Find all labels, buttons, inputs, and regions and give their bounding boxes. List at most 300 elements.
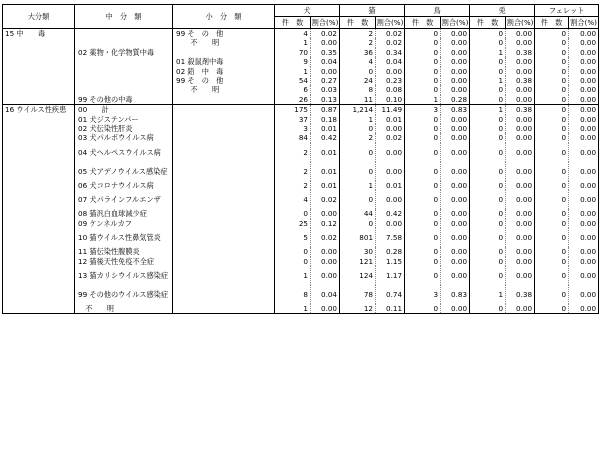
cell-pct: 0.83: [441, 105, 470, 115]
cell-count: 0: [275, 247, 311, 256]
table-header: [3, 5, 599, 29]
subheader-pct: 割合(%): [506, 17, 534, 27]
cell-sho: 99 そ の 他: [173, 29, 275, 39]
cell-dai: [3, 143, 75, 162]
cell-count: 0: [535, 29, 569, 39]
cell-dai: 15 中 毒: [3, 29, 75, 39]
cell-chu: 10 猫ウイルス性鼻気管炎: [75, 228, 173, 247]
cell-pct: 0.00: [506, 57, 535, 66]
cell-pct: 0.01: [311, 181, 340, 190]
cell-sho: [173, 124, 275, 133]
cell-count: 2: [275, 143, 311, 162]
cell-pct: 0.01: [311, 162, 340, 181]
cell-count: 0: [470, 181, 506, 190]
cell-pct: 0.02: [311, 190, 340, 209]
cell-chu: 02 犬伝染性肝炎: [75, 124, 173, 133]
cell-pct: 0.00: [569, 228, 599, 247]
cell-count: 9: [275, 57, 311, 66]
cell-pct: 0.00: [569, 29, 599, 39]
cell-count: 0: [535, 209, 569, 218]
cell-pct: 1.15: [376, 257, 405, 266]
cell-pct: 0.00: [311, 38, 340, 47]
cell-pct: 0.00: [506, 219, 535, 228]
cell-count: 0: [470, 219, 506, 228]
cell-count: 0: [535, 285, 569, 304]
table-row: [3, 257, 599, 266]
cell-pct: 0.00: [506, 162, 535, 181]
cell-count: 0: [470, 209, 506, 218]
table-row: [3, 285, 599, 304]
cell-pct: 0.00: [441, 228, 470, 247]
cell-pct: 0.00: [569, 38, 599, 47]
cell-sho: [173, 48, 275, 57]
cell-count: 0: [405, 266, 441, 285]
cell-dai: [3, 247, 75, 256]
table-row: [3, 304, 599, 314]
cell-pct: 0.00: [441, 162, 470, 181]
cell-pct: 0.38: [506, 48, 535, 57]
subheader-count: 件 数: [275, 17, 311, 29]
cell-pct: 1.17: [376, 266, 405, 285]
cell-count: 0: [470, 29, 506, 39]
cell-count: 3: [275, 124, 311, 133]
header-dai: 大分類: [3, 5, 75, 29]
table-row: [3, 266, 599, 285]
table-row: [3, 209, 599, 218]
cell-dai: [3, 285, 75, 304]
subheader-pct: 割合(%): [441, 17, 469, 27]
cell-pct: 0.00: [506, 143, 535, 162]
cell-chu: 99 その他のウイルス感染症: [75, 285, 173, 304]
cell-count: 0: [340, 190, 376, 209]
cell-count: 0: [470, 133, 506, 142]
cell-count: 0: [405, 115, 441, 124]
cell-dai: [3, 209, 75, 218]
cell-pct: 0.04: [311, 57, 340, 66]
cell-pct: 0.00: [506, 29, 535, 39]
table-body: [3, 29, 599, 314]
disease-statistics-table: [2, 4, 599, 314]
cell-count: 0: [340, 162, 376, 181]
cell-count: 0: [470, 95, 506, 105]
cell-pct: 0.00: [441, 115, 470, 124]
cell-count: 0: [535, 190, 569, 209]
cell-count: 0: [535, 124, 569, 133]
cell-pct: 0.00: [376, 162, 405, 181]
cell-count: 801: [340, 228, 376, 247]
cell-count: 0: [405, 181, 441, 190]
cell-pct: 0.00: [311, 304, 340, 314]
cell-count: 4: [275, 190, 311, 209]
cell-pct: 0.00: [506, 247, 535, 256]
cell-pct: 0.00: [569, 76, 599, 85]
header-group-bird: 鳥: [405, 5, 470, 17]
cell-pct: 0.00: [311, 266, 340, 285]
cell-count: 0: [535, 304, 569, 314]
cell-dai: [3, 38, 75, 47]
cell-pct: 0.13: [311, 95, 340, 105]
cell-pct: 0.18: [311, 115, 340, 124]
cell-sho: 不 明: [173, 38, 275, 47]
cell-chu: 05 犬アデノウイルス感染症: [75, 162, 173, 181]
cell-pct: 0.00: [569, 57, 599, 66]
cell-count: 0: [405, 219, 441, 228]
cell-count: 0: [535, 38, 569, 47]
cell-count: 54: [275, 76, 311, 85]
cell-pct: 0.42: [311, 133, 340, 142]
subheader-pct: 割合(%): [570, 17, 597, 27]
cell-pct: 0.00: [506, 67, 535, 76]
cell-pct: 0.00: [311, 247, 340, 256]
cell-sho: [173, 181, 275, 190]
cell-count: 1,214: [340, 105, 376, 115]
cell-dai: [3, 48, 75, 57]
cell-count: 1: [470, 48, 506, 57]
cell-count: 0: [275, 209, 311, 218]
cell-pct: 0.04: [311, 285, 340, 304]
cell-pct: 0.34: [376, 48, 405, 57]
cell-pct: 0.00: [506, 304, 535, 314]
cell-count: 0: [535, 266, 569, 285]
cell-pct: 0.02: [311, 228, 340, 247]
cell-pct: 0.00: [506, 124, 535, 133]
cell-count: 0: [535, 219, 569, 228]
cell-count: 0: [535, 181, 569, 190]
cell-pct: 0.00: [569, 181, 599, 190]
table-row: [3, 228, 599, 247]
cell-pct: 0.11: [376, 304, 405, 314]
cell-sho: 02 鉛 中 毒: [173, 67, 275, 76]
cell-count: 0: [535, 143, 569, 162]
cell-pct: 0.10: [376, 95, 405, 105]
cell-sho: [173, 133, 275, 142]
cell-pct: 0.01: [376, 181, 405, 190]
cell-dai: [3, 228, 75, 247]
cell-sho: 01 殺鼠剤中毒: [173, 57, 275, 66]
cell-count: 0: [470, 143, 506, 162]
cell-pct: 0.00: [569, 219, 599, 228]
table-row: [3, 190, 599, 209]
table-row: [3, 67, 599, 76]
cell-count: 4: [340, 57, 376, 66]
cell-pct: 0.38: [506, 76, 535, 85]
table-row: [3, 76, 599, 85]
cell-chu: 99 その他の中毒: [75, 95, 173, 105]
cell-count: 0: [405, 29, 441, 39]
cell-pct: 0.00: [506, 181, 535, 190]
header-group-cat: 猫: [340, 5, 405, 17]
cell-count: 0: [470, 124, 506, 133]
cell-dai: [3, 181, 75, 190]
cell-count: 0: [470, 304, 506, 314]
cell-pct: 0.35: [311, 48, 340, 57]
header-group-rabbit: 兎: [470, 5, 535, 17]
cell-count: 2: [275, 162, 311, 181]
cell-dai: [3, 304, 75, 314]
cell-count: 30: [340, 247, 376, 256]
cell-pct: 0.00: [569, 266, 599, 285]
cell-pct: 0.00: [569, 247, 599, 256]
cell-sho: [173, 105, 275, 115]
cell-count: 0: [405, 48, 441, 57]
cell-pct: 0.00: [569, 190, 599, 209]
cell-pct: 0.00: [569, 124, 599, 133]
cell-count: 0: [340, 67, 376, 76]
cell-chu: [75, 29, 173, 39]
cell-count: 0: [535, 162, 569, 181]
cell-count: 0: [405, 38, 441, 47]
cell-dai: [3, 67, 75, 76]
cell-count: 0: [340, 124, 376, 133]
table-row: [3, 219, 599, 228]
cell-pct: 0.00: [441, 219, 470, 228]
cell-pct: 0.00: [376, 67, 405, 76]
cell-count: 1: [275, 266, 311, 285]
cell-pct: 0.01: [311, 143, 340, 162]
cell-count: 8: [340, 85, 376, 94]
table-row: [3, 115, 599, 124]
cell-count: 1: [405, 95, 441, 105]
cell-count: 0: [535, 105, 569, 115]
cell-pct: 0.28: [376, 247, 405, 256]
cell-pct: 0.00: [311, 67, 340, 76]
cell-pct: 0.00: [376, 219, 405, 228]
cell-dai: [3, 219, 75, 228]
table-row: [3, 95, 599, 105]
cell-pct: 0.01: [311, 124, 340, 133]
cell-pct: 0.23: [376, 76, 405, 85]
cell-count: 0: [275, 257, 311, 266]
cell-count: 0: [535, 67, 569, 76]
table-row: [3, 133, 599, 142]
cell-chu: 13 猫カリシウイルス感染症: [75, 266, 173, 285]
cell-dai: [3, 190, 75, 209]
cell-pct: 0.00: [441, 48, 470, 57]
cell-pct: 0.00: [569, 85, 599, 94]
cell-count: 0: [405, 124, 441, 133]
cell-count: 3: [405, 285, 441, 304]
cell-pct: 0.28: [441, 95, 470, 105]
cell-count: 0: [470, 257, 506, 266]
cell-count: 0: [470, 162, 506, 181]
cell-count: 0: [470, 57, 506, 66]
cell-pct: 0.02: [376, 133, 405, 142]
cell-pct: 0.00: [569, 95, 599, 105]
cell-count: 0: [405, 304, 441, 314]
cell-pct: 0.00: [506, 228, 535, 247]
cell-pct: 0.00: [569, 304, 599, 314]
cell-chu: 12 猫後天性免疫不全症: [75, 257, 173, 266]
cell-pct: 0.00: [569, 209, 599, 218]
cell-count: 6: [275, 85, 311, 94]
cell-pct: 0.02: [376, 29, 405, 39]
cell-pct: 0.00: [506, 133, 535, 142]
cell-chu: 08 猫汎白血球減少症: [75, 209, 173, 218]
cell-chu: [75, 76, 173, 85]
cell-count: 0: [470, 38, 506, 47]
cell-pct: 0.00: [441, 38, 470, 47]
cell-pct: 0.00: [569, 257, 599, 266]
cell-pct: 0.02: [376, 38, 405, 47]
cell-count: 2: [340, 29, 376, 39]
cell-sho: [173, 95, 275, 105]
cell-pct: 0.00: [441, 85, 470, 94]
cell-pct: 0.00: [311, 209, 340, 218]
cell-pct: 0.00: [506, 190, 535, 209]
cell-chu: [75, 38, 173, 47]
cell-count: 1: [275, 304, 311, 314]
cell-pct: 0.00: [506, 257, 535, 266]
cell-sho: [173, 209, 275, 218]
cell-sho: [173, 228, 275, 247]
subheader-count: 件 数: [340, 17, 376, 29]
cell-pct: 0.00: [311, 257, 340, 266]
cell-count: 0: [535, 85, 569, 94]
cell-chu: 04 犬ヘルペスウイルス病: [75, 143, 173, 162]
cell-count: 0: [405, 247, 441, 256]
cell-count: 1: [470, 76, 506, 85]
subheader-pct: 割合(%): [376, 17, 404, 27]
cell-count: 2: [275, 181, 311, 190]
cell-chu: 09 ケンネルカフ: [75, 219, 173, 228]
cell-count: 1: [275, 38, 311, 47]
cell-pct: 0.02: [311, 29, 340, 39]
cell-dai: [3, 57, 75, 66]
cell-count: 0: [405, 209, 441, 218]
statistics-sheet: [2, 4, 599, 314]
cell-pct: 0.00: [441, 143, 470, 162]
cell-count: 0: [470, 85, 506, 94]
table-row: [3, 181, 599, 190]
cell-dai: [3, 115, 75, 124]
cell-count: 8: [275, 285, 311, 304]
cell-count: 0: [535, 76, 569, 85]
cell-count: 124: [340, 266, 376, 285]
cell-pct: 0.00: [569, 162, 599, 181]
cell-dai: [3, 162, 75, 181]
cell-count: 0: [470, 228, 506, 247]
cell-count: 2: [340, 38, 376, 47]
cell-count: 1: [340, 181, 376, 190]
cell-dai: 16 ウイルス性疾患: [3, 105, 75, 115]
cell-pct: 0.00: [441, 209, 470, 218]
cell-count: 44: [340, 209, 376, 218]
cell-sho: [173, 162, 275, 181]
header-chu: 中 分 類: [75, 5, 173, 29]
cell-pct: 0.00: [569, 285, 599, 304]
cell-count: 121: [340, 257, 376, 266]
cell-count: 0: [405, 143, 441, 162]
subheader-count: 件 数: [405, 17, 441, 29]
cell-count: 0: [340, 219, 376, 228]
cell-count: 0: [535, 48, 569, 57]
cell-count: 0: [405, 133, 441, 142]
cell-sho: [173, 247, 275, 256]
subheader-count: 件 数: [535, 17, 569, 29]
cell-pct: 0.00: [506, 115, 535, 124]
cell-count: 0: [535, 57, 569, 66]
cell-pct: 0.00: [569, 105, 599, 115]
cell-count: 0: [405, 67, 441, 76]
cell-pct: 0.00: [441, 76, 470, 85]
cell-count: 0: [405, 228, 441, 247]
cell-pct: 0.00: [441, 247, 470, 256]
cell-chu: 02 薬物・化学物質中毒: [75, 48, 173, 57]
cell-sho: [173, 257, 275, 266]
cell-dai: [3, 133, 75, 142]
cell-pct: 0.00: [441, 181, 470, 190]
cell-chu: 00 計: [75, 105, 173, 115]
cell-count: 0: [535, 133, 569, 142]
cell-pct: 0.12: [311, 219, 340, 228]
cell-count: 0: [405, 190, 441, 209]
cell-pct: 0.00: [441, 29, 470, 39]
cell-chu: 03 犬パルボウイルス病: [75, 133, 173, 142]
cell-sho: [173, 143, 275, 162]
cell-dai: [3, 85, 75, 94]
cell-count: 12: [340, 304, 376, 314]
subheader-count: 件 数: [470, 17, 506, 29]
cell-pct: 0.03: [311, 85, 340, 94]
cell-pct: 0.00: [569, 67, 599, 76]
cell-pct: 0.00: [569, 133, 599, 142]
cell-pct: 0.00: [441, 257, 470, 266]
cell-count: 175: [275, 105, 311, 115]
table-row: [3, 247, 599, 256]
cell-pct: 0.00: [569, 143, 599, 162]
cell-chu: 06 犬コロナウイルス病: [75, 181, 173, 190]
cell-sho: 99 そ の 他: [173, 76, 275, 85]
cell-count: 0: [535, 257, 569, 266]
cell-count: 0: [405, 76, 441, 85]
cell-count: 0: [405, 257, 441, 266]
table-row: [3, 29, 599, 39]
cell-pct: 0.00: [506, 209, 535, 218]
cell-count: 0: [470, 266, 506, 285]
cell-count: 0: [535, 95, 569, 105]
cell-pct: 0.00: [506, 85, 535, 94]
cell-pct: 0.00: [506, 95, 535, 105]
cell-count: 1: [470, 285, 506, 304]
cell-count: 26: [275, 95, 311, 105]
cell-sho: [173, 266, 275, 285]
cell-pct: 0.00: [441, 190, 470, 209]
cell-count: 1: [470, 105, 506, 115]
cell-sho: [173, 304, 275, 314]
cell-chu: 11 猫伝染性腹膜炎: [75, 247, 173, 256]
cell-pct: 0.00: [569, 48, 599, 57]
table-row: [3, 143, 599, 162]
table-row: [3, 38, 599, 47]
cell-count: 0: [340, 143, 376, 162]
table-row: [3, 105, 599, 115]
cell-sho: [173, 285, 275, 304]
cell-chu: [75, 67, 173, 76]
header-sho: 小 分 類: [173, 5, 275, 29]
cell-count: 0: [535, 228, 569, 247]
cell-pct: 0.08: [376, 85, 405, 94]
cell-chu: [75, 85, 173, 94]
cell-count: 0: [405, 57, 441, 66]
cell-count: 5: [275, 228, 311, 247]
table-row: [3, 57, 599, 66]
cell-count: 0: [470, 115, 506, 124]
cell-count: 1: [275, 67, 311, 76]
cell-count: 0: [405, 85, 441, 94]
cell-pct: 0.00: [441, 67, 470, 76]
cell-count: 37: [275, 115, 311, 124]
cell-count: 84: [275, 133, 311, 142]
